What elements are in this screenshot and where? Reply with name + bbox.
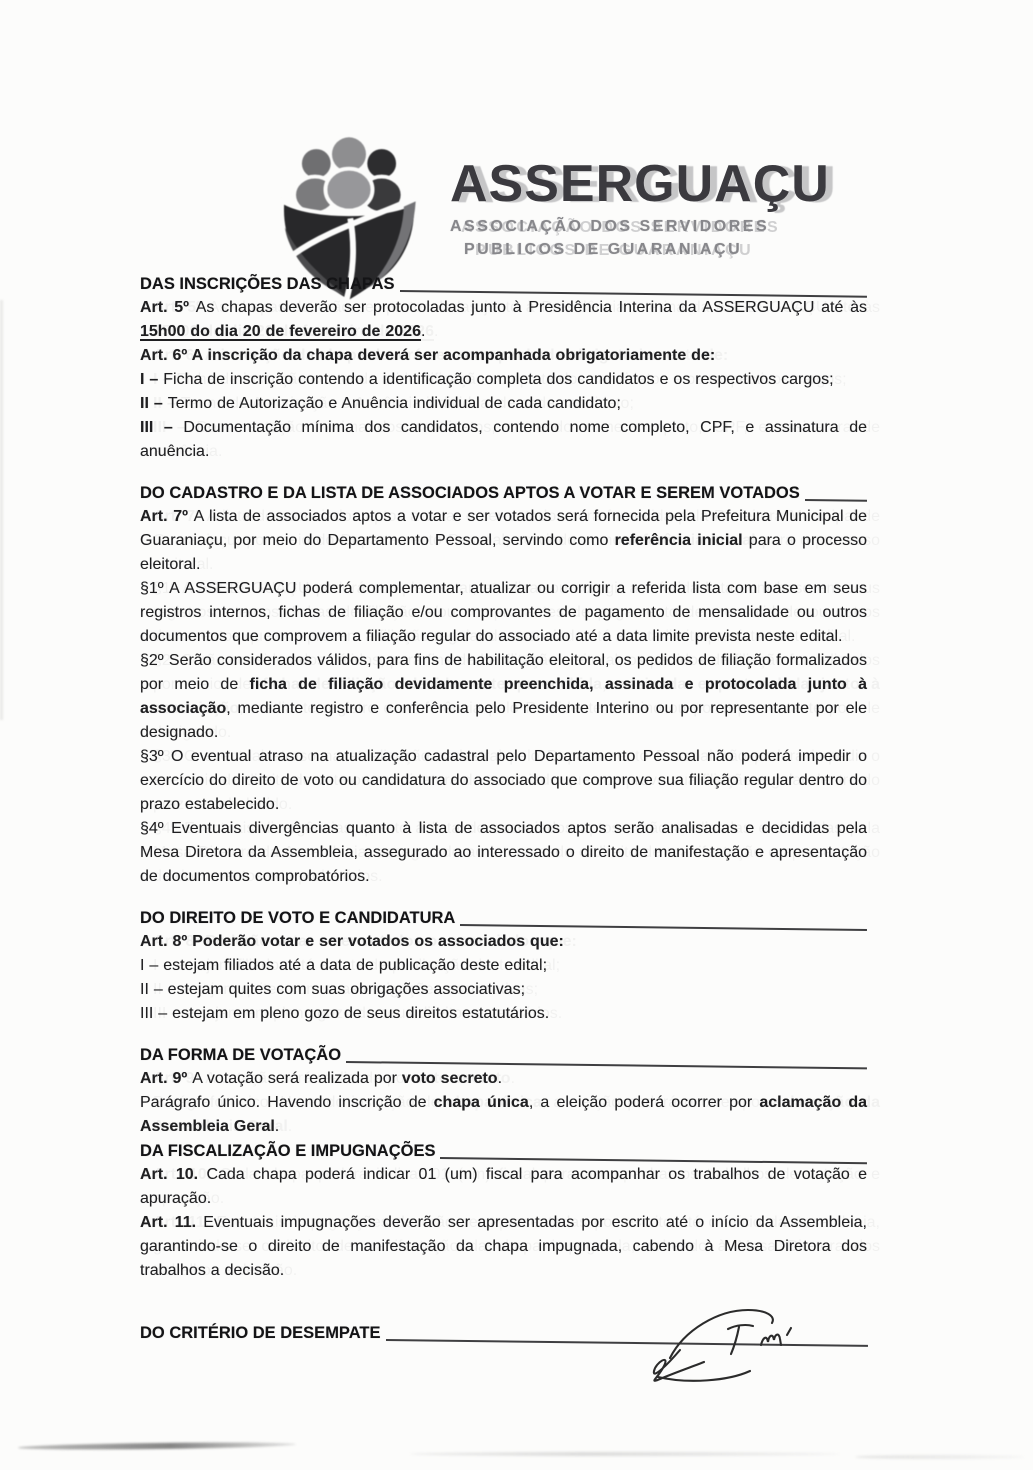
scan-artifact-bottom-center [410, 1452, 840, 1456]
paragraph: I – Ficha de inscrição contendo a identificação completa dos candidatos e os respectivos cargos; [140, 371, 834, 388]
paragraph: Art. 6º A inscrição da chapa deverá ser acompanhada obrigatoriamente de: [140, 347, 716, 364]
scan-artifact-left-edge [0, 300, 3, 720]
section-heading: DA FORMA DE VOTAÇÃO [140, 1043, 867, 1067]
org-subtitle-line2: PUBLICOS DE GUARANIAÇU [464, 240, 743, 258]
org-subtitle-line1: ASSOCIAÇÃO DOS SERVIDORES [450, 218, 770, 235]
section-forma-votacao [140, 1043, 867, 1139]
heading-underline [805, 499, 867, 502]
document-header [264, 136, 830, 270]
paragraph: Art. 10. Cada chapa poderá indicar 01 (um) fiscal para acompanhar os trabalhos de votação e apuração. [140, 1166, 868, 1207]
section-heading: DA FISCALIZAÇÃO E IMPUGNAÇÕES [140, 1139, 867, 1163]
paragraph: Parágrafo único. Havendo inscrição de chapa única, a eleição poderá ocorrer por aclamação da Assembleia Geral. [140, 1094, 868, 1135]
paragraph: I – estejam filiados até a data de publicação deste edital; [140, 957, 548, 974]
paragraph: §1º A ASSERGUAÇU poderá complementar, atualizar ou corrigir a referida lista com base em seus registros internos, fichas de filiação e/ou comprovantes de pagamento de mensalidade ou outros documentos que comprovem a filiação regular do associado até a data limite prevista neste edital. [140, 580, 867, 645]
paragraph: III – estejam em pleno gozo de seus direitos estatutários. [140, 1005, 550, 1022]
section-cadastro-lista-associados [140, 481, 867, 889]
section-heading: DO CADASTRO E DA LISTA DE ASSOCIADOS APTOS A VOTAR E SEREM VOTADOS [140, 481, 867, 505]
paragraph: III – Documentação mínima dos candidatos, contendo nome completo, CPF, e assinatura de anuência. [140, 419, 867, 460]
section-heading: DO DIREITO DE VOTO E CANDIDATURA [140, 906, 867, 930]
scan-artifact-bottom-right [855, 1455, 1025, 1459]
handwritten-signature [640, 1300, 830, 1388]
paragraph: §2º Serão considerados válidos, para fins de habilitação eleitoral, os pedidos de filiação formalizados por meio de ficha de filiação devidamente preenchida, assinada e protocolada junto à associação, mediante registro e conferência pelo Presidente Interino ou por representante por ele designado. [140, 652, 867, 741]
paragraph: Art. 9º A votação será realizada por voto secreto. [140, 1070, 503, 1087]
section-fiscalizacao-impugnacoes [140, 1139, 867, 1283]
section-heading: DO CRITÉRIO DE DESEMPATE [140, 1321, 867, 1345]
paragraph: Art. 11. Eventuais impugnações deverão ser apresentadas por escrito até o início da Assembleia, garantindo-se o direito de manifestação da chapa impugnada, cabendo à Mesa Diretora dos trabalhos a decisão. [140, 1214, 867, 1279]
paragraph: Art. 7º A lista de associados aptos a votar e ser votados será fornecida pela Prefeitura Municipal de Guaraniaçu, por meio do Departamento Pessoal, servindo como referência inicial para o processo eleitoral. [140, 508, 868, 573]
paragraph: §4º Eventuais divergências quanto à lista de associados aptos serão analisadas e decididas pela Mesa Diretora da Assembleia, assegurado ao interessado o direito de manifestação e apresentação de documentos comprobatórios. [140, 820, 867, 885]
paragraph: II – estejam quites com suas obrigações associativas; [140, 981, 526, 998]
section-heading: DAS INSCRIÇÕES DAS CHAPAS [140, 272, 867, 296]
document-body [140, 272, 867, 1345]
paragraph: Art. 5º As chapas deverão ser protocoladas junto à Presidência Interina da ASSERGUAÇU até às 15h00 do dia 20 de fevereiro de 2026. [140, 299, 867, 340]
paragraph: §3º O eventual atraso na atualização cadastral pelo Departamento Pessoal não poderá impedir o exercício do direito de voto ou candidatura do associado que comprove sua filiação regular dentro do prazo estabelecido. [140, 748, 867, 813]
org-name: ASSERGUAÇU [450, 155, 830, 213]
section-inscricoes-chapas [140, 272, 867, 464]
association-logo [264, 136, 434, 270]
scan-artifact-bottom-left [18, 1441, 296, 1450]
brand-block [450, 155, 830, 260]
paragraph: Art. 8º Poderão votar e ser votados os associados que: [140, 933, 564, 950]
paragraph: II – Termo de Autorização e Anuência individual de cada candidato; [140, 395, 621, 412]
section-direito-voto-candidatura [140, 906, 867, 1026]
